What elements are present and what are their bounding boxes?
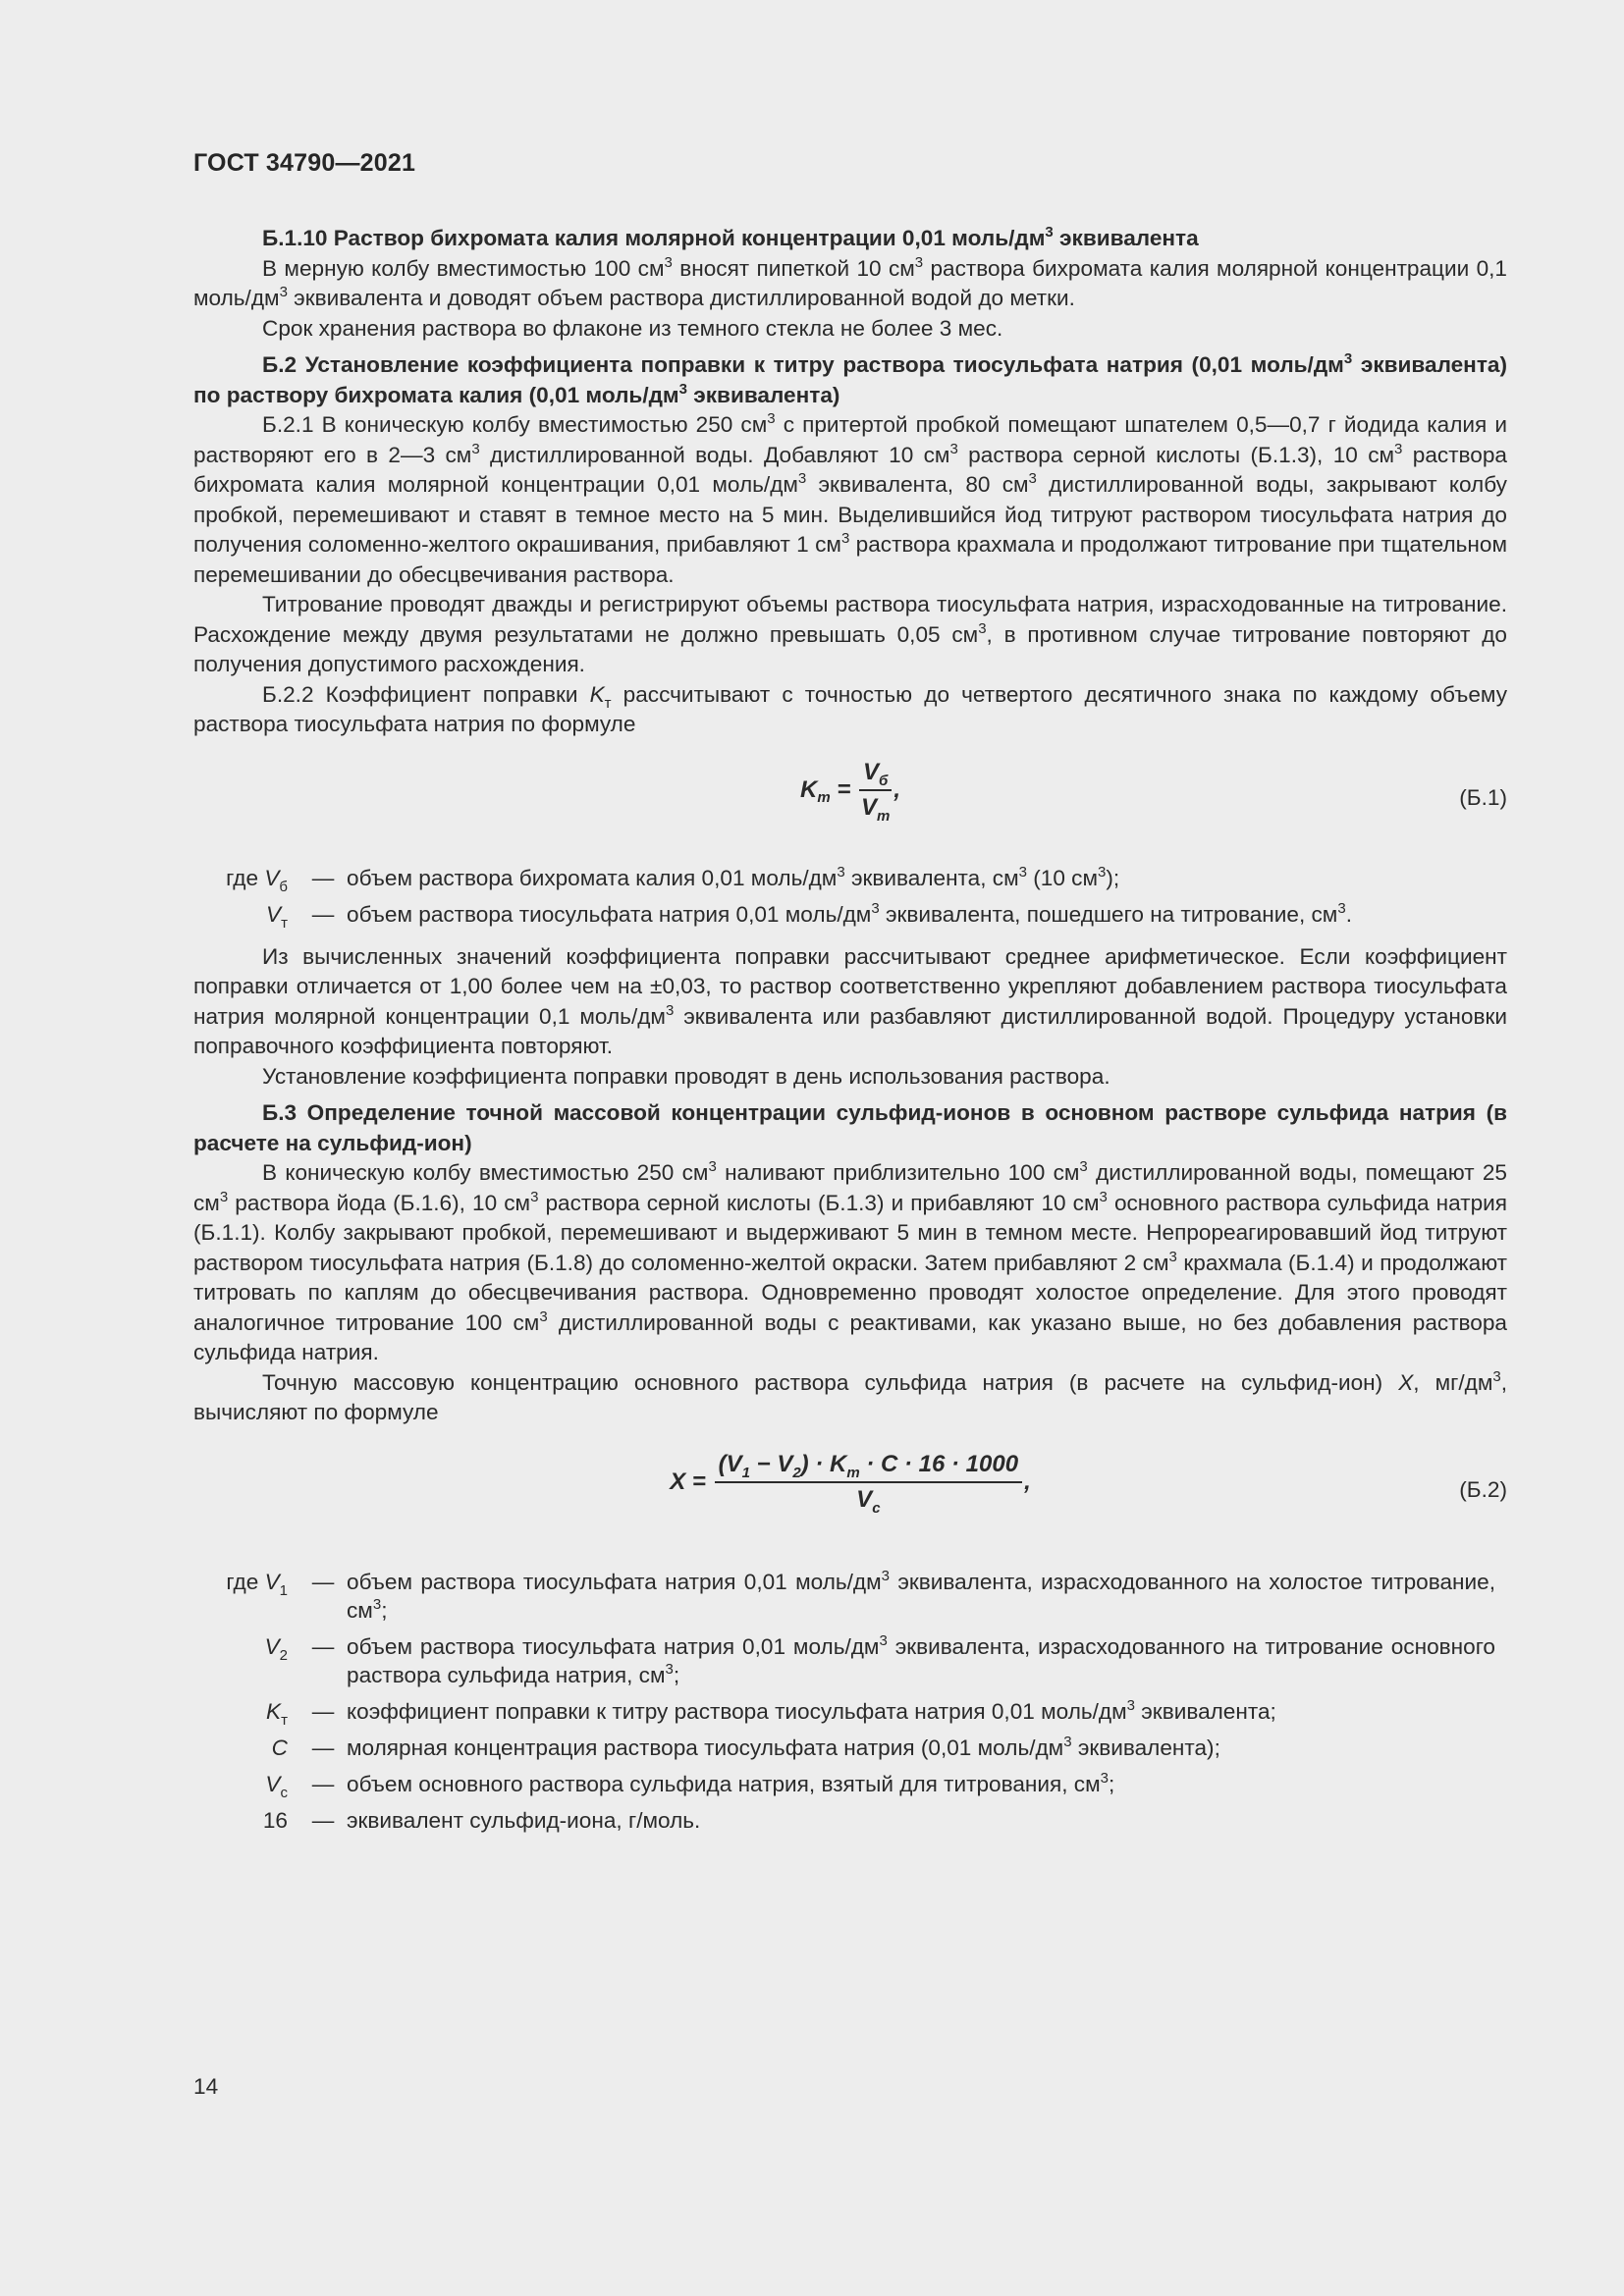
legend-row: $V_2$ — объем раствора тиосульфата натрия 0,01 моль/$дм^3$ эквивалента, израсходованного на титрование основного раствора сульфида натрия, $см^3$;: [264, 1631, 1495, 1687]
formula-number: (Б.1): [1459, 784, 1507, 810]
legend-row: C — молярная концентрация раствора тиосульфата натрия (0,01 моль/$дм^3$ эквивалента);: [271, 1733, 1220, 1760]
paragraph: Срок хранения раствора во флаконе из темного стекла не более 3 мес.: [262, 315, 1003, 341]
legend-row: $K_т$ — коэффициент поправки к титру раствора тиосульфата натрия 0,01 моль/$дм^3$ эквивалента;: [266, 1696, 1276, 1729]
formula-b1: [193, 758, 1507, 846]
legend-row: где $V_1$ — объем раствора тиосульфата натрия 0,01 моль/$дм^3$ эквивалента, израсходованного на холостое титрование, $см^3$;: [226, 1567, 1495, 1623]
paragraph: Из вычисленных значений коэффициента поправки рассчитывают среднее арифметическое. Если коэффициент поправки отличается от 1,00 более чем на ±0,03, то раствор соответственно укрепляют добавлением раствора тиосульфата натрия молярной концентрации 0,1 моль/$дм^3$ эквивалента или разбавляют дистиллированной водой. Процедуру установки поправочного коэффициента повторяют.: [193, 943, 1507, 1058]
section-heading-b110: Б.1.10 Раствор бихромата калия молярной концентрации 0,01 моль/$дм^3$ эквивалента: [262, 224, 1199, 250]
paragraph: Б.2.2 Коэффициент поправки $K_т$ рассчитывают с точностью до четвертого десятичного знака по каждому объему раствора тиосульфата натрия по формуле: [193, 681, 1508, 736]
page-number: 14: [193, 2074, 219, 2099]
paragraph: Установление коэффициента поправки проводят в день использования раствора.: [262, 1063, 1110, 1089]
legend-row: $V_c$ — объем основного раствора сульфида натрия, взятый для титрования, $см^3$;: [265, 1769, 1115, 1801]
legend-row: $V_т$ — объем раствора тиосульфата натрия 0,01 моль/$дм^3$ эквивалента, пошедшего на титрование, $см^3$.: [266, 899, 1352, 932]
legend-table-b2: [193, 1566, 1495, 1841]
legend-row: где $V_б$ — объем раствора бихромата калия 0,01 моль/$дм^3$ эквивалента, $см^3$ (10 $см^3$);: [226, 863, 1120, 895]
fraction: $\frac{V_б}{V_т}$: [861, 758, 891, 825]
legend-table-b1: [193, 862, 1495, 934]
legend-row: 16 — эквивалент сульфид-иона, г/моль.: [262, 1807, 701, 1833]
formula-expression: $K_т$ = $\frac{V_б}{V_т}$ ,: [799, 758, 901, 825]
paragraph: В коническую колбу вместимостью 250 $см^3$ наливают приблизительно 100 $см^3$ дистиллированной воды, помещают 25 $см^3$ раствора йода (Б.1.6), 10 $см^3$ раствора серной кислоты (Б.1.3) и прибавляют 10 $см^3$ основного раствора сульфида натрия (Б.1.1). Колбу закрывают пробкой, перемешивают и выдерживают 5 мин в темном месте. Непрореагировавший йод титруют раствором тиосульфата натрия (Б.1.8) до соломенно-желтой окраски. Затем прибавляют 2 $см^3$ крахмала (Б.1.4) и продолжают титровать по каплям до обесцвечивания раствора. Одновременно проводят холостое определение. Для этого проводят аналогичное титрование 100 $см^3$ дистиллированной воды с реактивами, как указано выше, но без добавления раствора сульфида натрия.: [193, 1158, 1508, 1364]
document-header: ГОСТ 34790—2021: [193, 149, 416, 177]
paragraph: В мерную колбу вместимостью 100 $см^3$ вносят пипеткой 10 $см^3$ раствора бихромата калия молярной концентрации 0,1 моль/$дм^3$ эквивалента и доводят объем раствора дистиллированной водой до метки.: [193, 253, 1507, 310]
page-content: [193, 224, 1507, 1848]
formula-number: (Б.2): [1459, 1476, 1507, 1502]
formula-expression: X = $\frac{(V_1 - V_2) \cdot K_т \cdot C \cdot 16 \cdot 1000}{V_c}$ ,: [670, 1450, 1031, 1517]
paragraph: Б.2.1 В коническую колбу вместимостью 250 $см^3$ с притертой пробкой помещают шпателем 0,5—0,7 г йодида калия и растворяют его в 2—3 $см^3$ дистиллированной воды. Добавляют 10 $см^3$ раствора серной кислоты (Б.1.3), 10 $см^3$ раствора бихромата калия молярной концентрации 0,01 моль/$дм^3$ эквивалента, 80 $см^3$ дистиллированной воды, закрывают колбу пробкой, перемешивают и ставят в темное место на 5 мин. Выделившийся йод титруют раствором тиосульфата натрия до получения соломенно-желтого окрашивания, прибавляют 1 $см^3$ раствора крахмала и продолжают титрование при тщательном перемешивании до обесцвечивания раствора.: [193, 410, 1507, 587]
paragraph: Титрование проводят дважды и регистрируют объемы раствора тиосульфата натрия, израсходованные на титрование. Расхождение между двумя результатами не должно превышать 0,05 $см^3$, в противном случае титрование повторяют до получения допустимого расхождения.: [193, 592, 1507, 676]
section-heading-b2: Б.2 Установление коэффициента поправки к титру раствора тиосульфата натрия (0,01 моль/$дм^3$ эквивалента) по раствору бихромата калия (0,01 моль/$дм^3$ эквивалента): [193, 350, 1507, 407]
fraction: $\frac{(V_1 - V_2) \cdot K_т \cdot C \cdot 16 \cdot 1000}{V_c}$: [715, 1450, 1022, 1516]
paragraph: Точную массовую концентрацию основного раствора сульфида натрия (в расчете на сульфид-ион) X, $мг/дм^3$, вычисляют по формуле: [193, 1367, 1507, 1424]
formula-b2: [193, 1450, 1507, 1546]
section-heading-b3: Б.3 Определение точной массовой концентрации сульфид-ионов в основном растворе сульфида натрия (в расчете на сульфид-ион): [193, 1100, 1507, 1155]
